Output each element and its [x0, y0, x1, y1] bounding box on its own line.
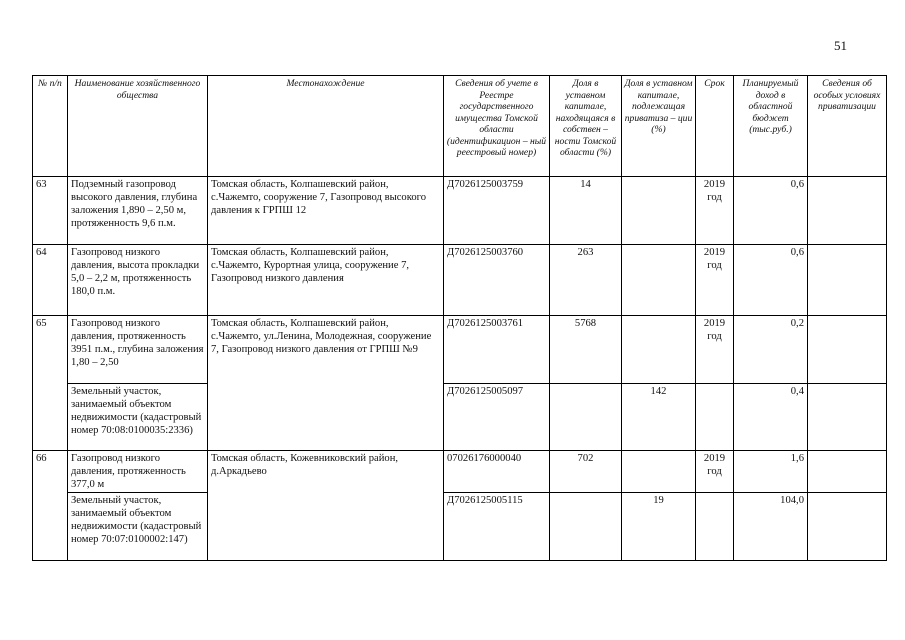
- page-number: 51: [834, 38, 847, 53]
- row-special: [808, 451, 887, 493]
- row-income: 104,0: [734, 493, 808, 561]
- table-row: [33, 493, 887, 561]
- row-registry: Д7026125005097: [444, 384, 550, 451]
- row-income: 1,6: [734, 451, 808, 493]
- row-share-privatized: [622, 316, 696, 384]
- header-term: Срок: [696, 76, 734, 177]
- row-special: [808, 316, 887, 384]
- row-registry: Д7026125005115: [444, 493, 550, 561]
- row-name: Подземный газопровод высокого давления, глубина заложения 1,890 – 2,50 м, протяженность 9,6 п.м.: [68, 177, 208, 245]
- privatization-table: [32, 75, 887, 561]
- row-share-capital: 263: [550, 245, 622, 316]
- row-location: Томская область, Колпашевский район, с.Чажемто, ул.Ленина, Молодежная, сооружение 7, Газопровод низкого давления от ГРПШ №9: [208, 316, 444, 451]
- row-num: 65: [33, 316, 68, 451]
- row-share-capital: [550, 384, 622, 451]
- row-registry: Д7026125003761: [444, 316, 550, 384]
- table-row: [33, 316, 887, 384]
- row-special: [808, 245, 887, 316]
- header-num: № п/п: [33, 76, 68, 177]
- header-special: Сведения об особых условиях приватизации: [808, 76, 887, 177]
- row-income: 0,2: [734, 316, 808, 384]
- row-registry: Д7026125003760: [444, 245, 550, 316]
- header-share-privatized: Доля в уставном капитале, подлежащая приватиза – ции (%): [622, 76, 696, 177]
- row-location: Томская область, Колпашевский район, с.Чажемто, сооружение 7, Газопровод высокого давления к ГРПШ 12: [208, 177, 444, 245]
- row-name: Газопровод низкого давления, высота прокладки 5,0 – 2,2 м, протяженность 180,0 п.м.: [68, 245, 208, 316]
- row-num: 64: [33, 245, 68, 316]
- row-share-capital: 5768: [550, 316, 622, 384]
- row-term: 2019 год: [696, 245, 734, 316]
- row-share-capital: 14: [550, 177, 622, 245]
- row-share-capital: 702: [550, 451, 622, 493]
- row-share-privatized: [622, 451, 696, 493]
- row-location: Томская область, Колпашевский район, с.Чажемто, Курортная улица, сооружение 7, Газопровод низкого давления: [208, 245, 444, 316]
- row-share-capital: [550, 493, 622, 561]
- table-row: [33, 245, 887, 316]
- header-income: Планируемый доход в областной бюджет (тыс.руб.): [734, 76, 808, 177]
- table-row: [33, 384, 887, 451]
- header-name: Наименование хозяйственного общества: [68, 76, 208, 177]
- row-num: 66: [33, 451, 68, 561]
- row-income: 0,6: [734, 177, 808, 245]
- row-share-privatized: [622, 245, 696, 316]
- row-name: Газопровод низкого давления, протяженность 3951 п.м., глубина заложения 1,80 – 2,50: [68, 316, 208, 384]
- row-special: [808, 177, 887, 245]
- table-header-row: [33, 76, 887, 177]
- row-income: 0,4: [734, 384, 808, 451]
- row-term: [696, 384, 734, 451]
- row-special: [808, 384, 887, 451]
- row-name: Земельный участок, занимаемый объектом недвижимости (кадастровый номер 70:07:0100002:147): [68, 493, 208, 561]
- row-num: 63: [33, 177, 68, 245]
- table-row: [33, 451, 887, 493]
- row-term: 2019 год: [696, 177, 734, 245]
- table-row: [33, 177, 887, 245]
- row-income: 0,6: [734, 245, 808, 316]
- row-registry: 07026176000040: [444, 451, 550, 493]
- row-share-privatized: 142: [622, 384, 696, 451]
- header-location: Местонахождение: [208, 76, 444, 177]
- row-registry: Д7026125003759: [444, 177, 550, 245]
- row-name: Земельный участок, занимаемый объектом недвижимости (кадастровый номер 70:08:0100035:2336): [68, 384, 208, 451]
- row-share-privatized: 19: [622, 493, 696, 561]
- row-name: Газопровод низкого давления, протяженность 377,0 м: [68, 451, 208, 493]
- row-location: Томская область, Кожевниковский район, д.Аркадьево: [208, 451, 444, 561]
- row-share-privatized: [622, 177, 696, 245]
- header-share-capital: Доля в уставном капитале, находящаяся в собствен – ности Томской области (%): [550, 76, 622, 177]
- header-registry: Сведения об учете в Реестре государственного имущества Томской области (идентификацион – ный реестровый номер): [444, 76, 550, 177]
- row-special: [808, 493, 887, 561]
- row-term: 2019 год: [696, 451, 734, 493]
- row-term: [696, 493, 734, 561]
- row-term: 2019 год: [696, 316, 734, 384]
